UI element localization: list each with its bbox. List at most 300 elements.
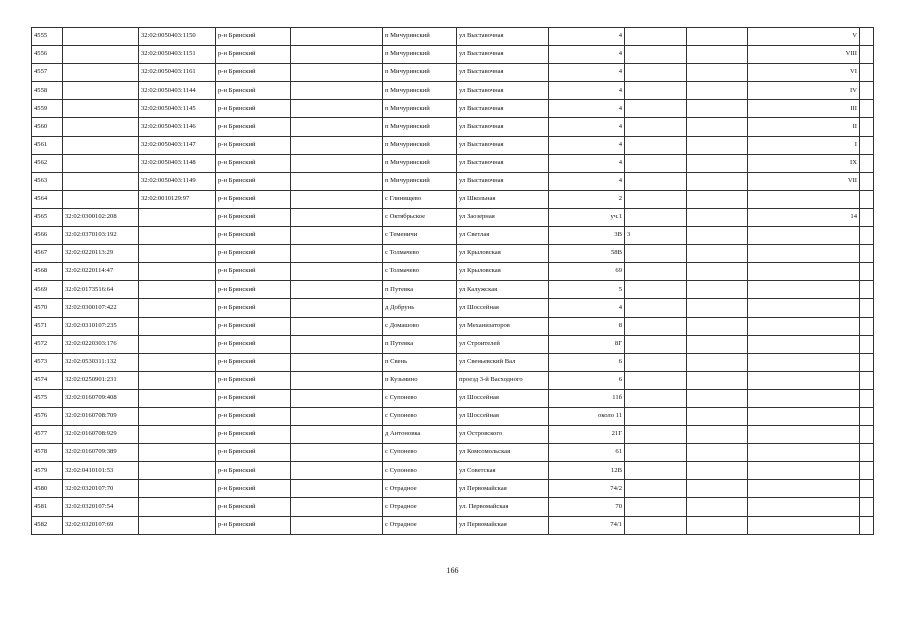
empty-cell [687, 46, 748, 64]
building-cell [625, 208, 687, 226]
cadastral-number-2-cell [139, 299, 216, 317]
row-number-cell: 4580 [32, 480, 63, 498]
district-cell: р-н Брянский [216, 426, 291, 444]
house-number-cell: уч.1 [549, 208, 625, 226]
building-cell [625, 46, 687, 64]
cadastral-number-cell: 32:02:0173516:64 [63, 281, 139, 299]
empty-cell [687, 462, 748, 480]
empty-cell [860, 516, 874, 534]
row-number-cell: 4575 [32, 389, 63, 407]
cadastral-number-2-cell [139, 462, 216, 480]
settlement-cell: п Кузьмино [383, 371, 457, 389]
cadastral-number-2-cell [139, 353, 216, 371]
cadastral-number-2-cell [139, 480, 216, 498]
empty-cell [291, 444, 383, 462]
building-cell [625, 82, 687, 100]
cadastral-number-2-cell [139, 281, 216, 299]
row-number-cell: 4569 [32, 281, 63, 299]
street-cell: ул Советская [457, 462, 549, 480]
street-cell: ул Комсомольская [457, 444, 549, 462]
extra-cell: VII [748, 172, 860, 190]
street-cell: ул Крыловская [457, 245, 549, 263]
house-number-cell: 74/2 [549, 480, 625, 498]
empty-cell [860, 100, 874, 118]
cadastral-number-cell: 32:02:0160709:389 [63, 444, 139, 462]
cadastral-number-2-cell: 32:02:0050403:1150 [139, 28, 216, 46]
table-row [32, 82, 874, 100]
street-cell: ул. Первомайская [457, 498, 549, 516]
empty-cell [291, 353, 383, 371]
building-cell [625, 335, 687, 353]
empty-cell [860, 353, 874, 371]
table-row [32, 353, 874, 371]
cadastral-number-2-cell [139, 317, 216, 335]
cadastral-number-cell [63, 64, 139, 82]
house-number-cell: 3В [549, 227, 625, 245]
street-cell: ул Выставочная [457, 118, 549, 136]
street-cell: ул Крыловская [457, 263, 549, 281]
empty-cell [687, 154, 748, 172]
building-cell [625, 190, 687, 208]
settlement-cell: с Супонево [383, 407, 457, 425]
district-cell: р-н Брянский [216, 353, 291, 371]
district-cell: р-н Брянский [216, 407, 291, 425]
settlement-cell: п Свень [383, 353, 457, 371]
cadastral-number-2-cell: 32:02:0050403:1151 [139, 46, 216, 64]
row-number-cell: 4565 [32, 208, 63, 226]
empty-cell [291, 46, 383, 64]
cadastral-number-cell [63, 190, 139, 208]
empty-cell [860, 46, 874, 64]
cadastral-number-2-cell [139, 516, 216, 534]
street-cell: ул Выставочная [457, 46, 549, 64]
district-cell: р-н Брянский [216, 480, 291, 498]
empty-cell [687, 317, 748, 335]
empty-cell [860, 371, 874, 389]
cadastral-number-cell: 32:02:0320107:54 [63, 498, 139, 516]
settlement-cell: п Мичуринский [383, 172, 457, 190]
row-number-cell: 4576 [32, 407, 63, 425]
cadastral-number-cell [63, 46, 139, 64]
extra-cell: VIII [748, 46, 860, 64]
district-cell: р-н Брянский [216, 516, 291, 534]
building-cell [625, 172, 687, 190]
cadastral-number-cell [63, 28, 139, 46]
empty-cell [687, 263, 748, 281]
cadastral-number-cell: 32:02:0160709:408 [63, 389, 139, 407]
row-number-cell: 4555 [32, 28, 63, 46]
street-cell: ул Островского [457, 426, 549, 444]
table-row [32, 299, 874, 317]
empty-cell [860, 389, 874, 407]
empty-cell [291, 227, 383, 245]
row-number-cell: 4568 [32, 263, 63, 281]
street-cell: ул Шоссейная [457, 407, 549, 425]
settlement-cell: с Толмачево [383, 245, 457, 263]
empty-cell [291, 498, 383, 516]
row-number-cell: 4574 [32, 371, 63, 389]
empty-cell [687, 281, 748, 299]
cadastral-number-cell [63, 118, 139, 136]
empty-cell [291, 154, 383, 172]
empty-cell [860, 64, 874, 82]
cadastral-number-2-cell [139, 407, 216, 425]
extra-cell [748, 444, 860, 462]
district-cell: р-н Брянский [216, 208, 291, 226]
district-cell: р-н Брянский [216, 263, 291, 281]
extra-cell [748, 263, 860, 281]
house-number-cell: 4 [549, 64, 625, 82]
empty-cell [860, 190, 874, 208]
extra-cell: III [748, 100, 860, 118]
extra-cell [748, 480, 860, 498]
house-number-cell: 4 [549, 136, 625, 154]
building-cell [625, 245, 687, 263]
settlement-cell: д Добрунь [383, 299, 457, 317]
empty-cell [687, 100, 748, 118]
street-cell: проезд 3-й Васходного [457, 371, 549, 389]
street-cell: ул Первомайская [457, 516, 549, 534]
cadastral-number-2-cell: 32:02:0010129:97 [139, 190, 216, 208]
extra-cell: V [748, 28, 860, 46]
table-row [32, 389, 874, 407]
street-cell: ул Выставочная [457, 100, 549, 118]
cadastral-number-2-cell [139, 227, 216, 245]
extra-cell [748, 371, 860, 389]
cadastral-number-cell: 32:02:0530311:132 [63, 353, 139, 371]
table-row [32, 227, 874, 245]
extra-cell [748, 245, 860, 263]
district-cell: р-н Брянский [216, 281, 291, 299]
row-number-cell: 4562 [32, 154, 63, 172]
house-number-cell: 2 [549, 190, 625, 208]
district-cell: р-н Брянский [216, 389, 291, 407]
settlement-cell: п Мичуринский [383, 154, 457, 172]
registry-table [31, 27, 874, 535]
extra-cell [748, 335, 860, 353]
extra-cell: IX [748, 154, 860, 172]
empty-cell [291, 480, 383, 498]
extra-cell [748, 407, 860, 425]
district-cell: р-н Брянский [216, 100, 291, 118]
building-cell [625, 462, 687, 480]
building-cell [625, 407, 687, 425]
empty-cell [291, 208, 383, 226]
street-cell: ул Шоссейная [457, 389, 549, 407]
extra-cell [748, 389, 860, 407]
extra-cell [748, 227, 860, 245]
empty-cell [860, 208, 874, 226]
table-row [32, 64, 874, 82]
empty-cell [687, 498, 748, 516]
empty-cell [291, 64, 383, 82]
house-number-cell: 8Г [549, 335, 625, 353]
house-number-cell: 4 [549, 118, 625, 136]
empty-cell [860, 245, 874, 263]
house-number-cell: около 11 [549, 407, 625, 425]
empty-cell [687, 299, 748, 317]
table-row [32, 100, 874, 118]
street-cell: ул Шоссейная [457, 299, 549, 317]
house-number-cell: 4 [549, 82, 625, 100]
district-cell: р-н Брянский [216, 498, 291, 516]
cadastral-number-2-cell: 32:02:0050403:1144 [139, 82, 216, 100]
cadastral-number-2-cell [139, 245, 216, 263]
settlement-cell: п Мичуринский [383, 136, 457, 154]
building-cell [625, 516, 687, 534]
empty-cell [291, 516, 383, 534]
row-number-cell: 4563 [32, 172, 63, 190]
extra-cell [748, 516, 860, 534]
extra-cell [748, 353, 860, 371]
empty-cell [860, 172, 874, 190]
house-number-cell: 11б [549, 389, 625, 407]
row-number-cell: 4579 [32, 462, 63, 480]
street-cell: ул Свеньевский Вал [457, 353, 549, 371]
empty-cell [291, 245, 383, 263]
table-row [32, 317, 874, 335]
building-cell [625, 444, 687, 462]
cadastral-number-2-cell [139, 208, 216, 226]
street-cell: ул Заозерная [457, 208, 549, 226]
street-cell: ул Школьная [457, 190, 549, 208]
row-number-cell: 4560 [32, 118, 63, 136]
table-row [32, 444, 874, 462]
table-row [32, 426, 874, 444]
building-cell [625, 136, 687, 154]
table-row [32, 172, 874, 190]
cadastral-number-cell: 32:02:0220303:176 [63, 335, 139, 353]
empty-cell [860, 480, 874, 498]
table-row [32, 407, 874, 425]
empty-cell [687, 245, 748, 263]
empty-cell [687, 371, 748, 389]
district-cell: р-н Брянский [216, 444, 291, 462]
row-number-cell: 4556 [32, 46, 63, 64]
row-number-cell: 4582 [32, 516, 63, 534]
table-row [32, 28, 874, 46]
empty-cell [860, 335, 874, 353]
settlement-cell: п Путевка [383, 335, 457, 353]
extra-cell: IV [748, 82, 860, 100]
empty-cell [291, 118, 383, 136]
district-cell: р-н Брянский [216, 82, 291, 100]
house-number-cell: 6 [549, 353, 625, 371]
settlement-cell: п Мичуринский [383, 64, 457, 82]
house-number-cell: 4 [549, 100, 625, 118]
district-cell: р-н Брянский [216, 190, 291, 208]
building-cell [625, 118, 687, 136]
district-cell: р-н Брянский [216, 299, 291, 317]
table-row [32, 516, 874, 534]
district-cell: р-н Брянский [216, 317, 291, 335]
cadastral-number-2-cell [139, 426, 216, 444]
cadastral-number-cell: 32:02:0310107:235 [63, 317, 139, 335]
empty-cell [291, 172, 383, 190]
extra-cell: 14 [748, 208, 860, 226]
cadastral-number-cell: 32:02:0250901:231 [63, 371, 139, 389]
street-cell: ул Выставочная [457, 136, 549, 154]
cadastral-number-cell: 32:02:0220114:47 [63, 263, 139, 281]
empty-cell [687, 407, 748, 425]
district-cell: р-н Брянский [216, 64, 291, 82]
street-cell: ул Выставочная [457, 172, 549, 190]
district-cell: р-н Брянский [216, 462, 291, 480]
empty-cell [687, 82, 748, 100]
settlement-cell: д Антоновка [383, 426, 457, 444]
empty-cell [291, 263, 383, 281]
house-number-cell: 12В [549, 462, 625, 480]
cadastral-number-cell [63, 154, 139, 172]
empty-cell [291, 389, 383, 407]
empty-cell [860, 154, 874, 172]
settlement-cell: с Супонево [383, 444, 457, 462]
settlement-cell: с Отрадное [383, 498, 457, 516]
cadastral-number-cell: 32:02:0160708:709 [63, 407, 139, 425]
street-cell: ул Светлая [457, 227, 549, 245]
empty-cell [291, 190, 383, 208]
building-cell [625, 426, 687, 444]
district-cell: р-н Брянский [216, 371, 291, 389]
building-cell [625, 64, 687, 82]
cadastral-number-cell: 32:02:0300107:422 [63, 299, 139, 317]
settlement-cell: п Мичуринский [383, 100, 457, 118]
empty-cell [687, 480, 748, 498]
cadastral-number-cell: 32:02:0410101:53 [63, 462, 139, 480]
extra-cell [748, 498, 860, 516]
empty-cell [291, 335, 383, 353]
cadastral-number-cell [63, 82, 139, 100]
street-cell: ул Механизаторов [457, 317, 549, 335]
extra-cell [748, 281, 860, 299]
house-number-cell: 58В [549, 245, 625, 263]
street-cell: ул Выставочная [457, 82, 549, 100]
house-number-cell: 4 [549, 154, 625, 172]
table-row [32, 335, 874, 353]
cadastral-number-cell: 32:02:0320107:70 [63, 480, 139, 498]
empty-cell [860, 82, 874, 100]
empty-cell [687, 353, 748, 371]
district-cell: р-н Брянский [216, 118, 291, 136]
house-number-cell: 8 [549, 317, 625, 335]
empty-cell [291, 299, 383, 317]
empty-cell [860, 118, 874, 136]
cadastral-number-cell: 32:02:0370103:192 [63, 227, 139, 245]
district-cell: р-н Брянский [216, 46, 291, 64]
house-number-cell: 61 [549, 444, 625, 462]
building-cell [625, 498, 687, 516]
empty-cell [687, 118, 748, 136]
cadastral-number-2-cell [139, 263, 216, 281]
empty-cell [860, 407, 874, 425]
empty-cell [860, 28, 874, 46]
settlement-cell: с Отрадное [383, 516, 457, 534]
cadastral-number-2-cell: 32:02:0050403:1161 [139, 64, 216, 82]
settlement-cell: п Мичуринский [383, 46, 457, 64]
extra-cell: VI [748, 64, 860, 82]
empty-cell [860, 281, 874, 299]
empty-cell [291, 317, 383, 335]
row-number-cell: 4558 [32, 82, 63, 100]
empty-cell [291, 281, 383, 299]
building-cell [625, 317, 687, 335]
house-number-cell: 4 [549, 172, 625, 190]
cadastral-number-2-cell: 32:02:0050403:1149 [139, 172, 216, 190]
street-cell: ул Выставочная [457, 64, 549, 82]
row-number-cell: 4572 [32, 335, 63, 353]
empty-cell [860, 498, 874, 516]
table-row [32, 371, 874, 389]
empty-cell [687, 172, 748, 190]
table-row [32, 263, 874, 281]
table-row [32, 498, 874, 516]
cadastral-number-cell [63, 172, 139, 190]
cadastral-number-2-cell: 32:02:0050403:1148 [139, 154, 216, 172]
settlement-cell: с Глинищево [383, 190, 457, 208]
empty-cell [291, 28, 383, 46]
street-cell: ул Выставочная [457, 28, 549, 46]
cadastral-number-cell: 32:02:0220113:29 [63, 245, 139, 263]
district-cell: р-н Брянский [216, 227, 291, 245]
empty-cell [687, 516, 748, 534]
house-number-cell: 21Г [549, 426, 625, 444]
empty-cell [291, 100, 383, 118]
empty-cell [860, 462, 874, 480]
empty-cell [860, 263, 874, 281]
district-cell: р-н Брянский [216, 172, 291, 190]
table-row [32, 136, 874, 154]
street-cell: ул Строителей [457, 335, 549, 353]
house-number-cell: 69 [549, 263, 625, 281]
empty-cell [291, 426, 383, 444]
empty-cell [291, 82, 383, 100]
street-cell: ул Калужская [457, 281, 549, 299]
row-number-cell: 4566 [32, 227, 63, 245]
table-row [32, 281, 874, 299]
empty-cell [291, 371, 383, 389]
row-number-cell: 4578 [32, 444, 63, 462]
settlement-cell: с Домашово [383, 317, 457, 335]
house-number-cell: 74/1 [549, 516, 625, 534]
settlement-cell: с Теменичи [383, 227, 457, 245]
row-number-cell: 4559 [32, 100, 63, 118]
district-cell: р-н Брянский [216, 28, 291, 46]
settlement-cell: с Отрадное [383, 480, 457, 498]
empty-cell [291, 462, 383, 480]
settlement-cell: с Толмачево [383, 263, 457, 281]
settlement-cell: с Супонево [383, 389, 457, 407]
cadastral-number-2-cell [139, 371, 216, 389]
house-number-cell: 5 [549, 281, 625, 299]
empty-cell [860, 227, 874, 245]
cadastral-number-2-cell: 32:02:0050403:1147 [139, 136, 216, 154]
empty-cell [687, 136, 748, 154]
cadastral-number-cell: 32:02:0160708:929 [63, 426, 139, 444]
empty-cell [687, 444, 748, 462]
building-cell [625, 299, 687, 317]
empty-cell [860, 426, 874, 444]
extra-cell [748, 426, 860, 444]
table-row [32, 118, 874, 136]
table-row [32, 46, 874, 64]
house-number-cell: 4 [549, 28, 625, 46]
table-row [32, 190, 874, 208]
building-cell [625, 389, 687, 407]
settlement-cell: с Супонево [383, 462, 457, 480]
extra-cell [748, 299, 860, 317]
cadastral-number-cell: 32:02:0300102:208 [63, 208, 139, 226]
extra-cell [748, 190, 860, 208]
